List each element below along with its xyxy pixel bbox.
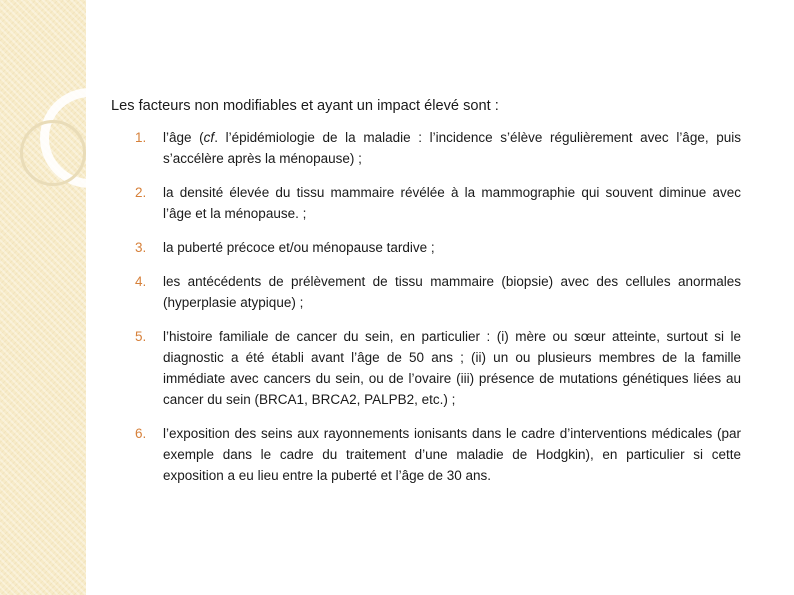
list-item <box>111 326 741 410</box>
list-item-text: la puberté précoce et/ou ménopause tardive ; <box>163 240 435 255</box>
list-number: 3. <box>135 240 147 255</box>
list-number: 2. <box>135 185 147 200</box>
list-item-lead: l’âge ( <box>163 130 204 145</box>
decorative-side-band <box>0 0 86 595</box>
list-item-italic: cf <box>203 130 215 145</box>
list-item-text: l’histoire familiale de cancer du sein, en particulier : (i) mère ou sœur atteinte, surtout si le diagnostic a été établi avant l’âge de 50 ans ; (ii) un ou plusieurs membres de la famille immédiate avec cancers du sein, ou de l’ovaire (iii) présence de mutations génétiques liées au cancer du sein (BRCA1, BRCA2, PALPB2, etc.) ; <box>163 329 741 407</box>
slide-content <box>111 96 741 499</box>
list-item <box>111 237 741 258</box>
list-item-text: la densité élevée du tissu mammaire révélée à la mammographie qui souvent diminue avec l’âge et la ménopause. ; <box>163 185 741 221</box>
list-item-text: l’exposition des seins aux rayonnements ionisants dans le cadre d’interventions médicales (par exemple dans le cadre du traitement d’une maladie de Hodgkin), en particulier si cette exposition a eu lieu entre la puberté et l’âge de 30 ans. <box>163 426 741 483</box>
list-number: 1. <box>135 130 147 145</box>
list-item <box>111 423 741 486</box>
slide-heading: Les facteurs non modifiables et ayant un impact élevé sont : <box>111 98 499 114</box>
decorative-circle-small <box>20 120 86 186</box>
list-number: 4. <box>135 274 147 289</box>
list-item-text: . l’épidémiologie de la maladie : l’incidence s’élève régulièrement avec l’âge, puis s’accélère après la ménopause) ; <box>163 130 741 166</box>
list-number: 5. <box>135 329 147 344</box>
risk-factor-list <box>111 127 741 486</box>
list-item <box>111 127 741 169</box>
list-number: 6. <box>135 426 147 441</box>
list-item-text: les antécédents de prélèvement de tissu mammaire (biopsie) avec des cellules anormales (hyperplasie atypique) ; <box>163 274 741 310</box>
list-item <box>111 271 741 313</box>
list-item <box>111 182 741 224</box>
